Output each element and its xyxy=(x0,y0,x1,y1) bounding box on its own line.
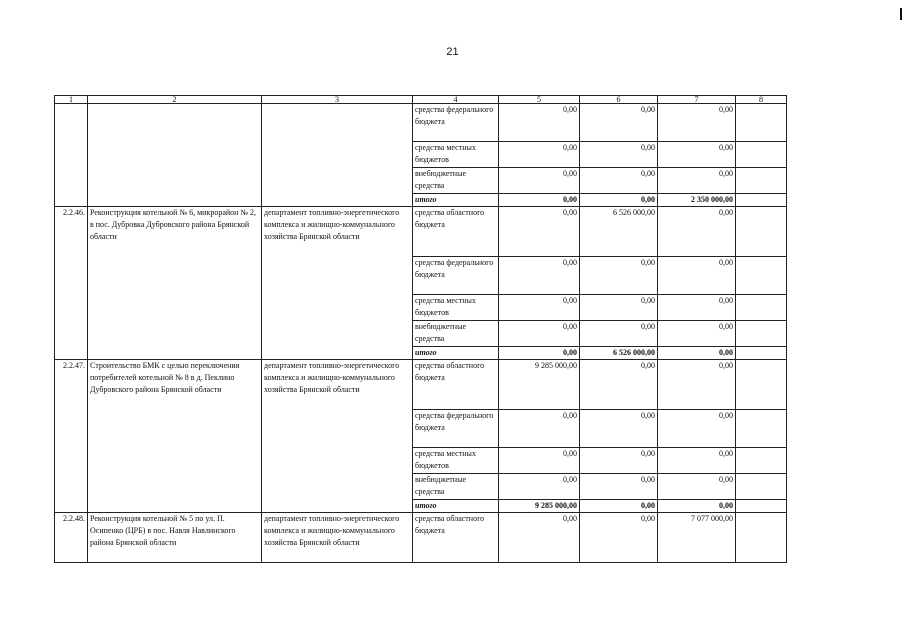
funding-source: внебюджетные средства xyxy=(413,321,499,347)
funding-source: средства областного бюджета xyxy=(413,360,499,410)
value-col8 xyxy=(736,347,787,360)
value-col8 xyxy=(736,104,787,142)
value-col7: 0,00 xyxy=(658,500,736,513)
value-col5: 9 285 000,00 xyxy=(499,500,580,513)
item-code: 2.2.46. xyxy=(55,207,88,360)
column-number: 3 xyxy=(262,96,413,104)
value-col6: 6 526 000,00 xyxy=(580,207,658,257)
value-col5: 9 285 000,00 xyxy=(499,360,580,410)
funding-source: итого xyxy=(413,500,499,513)
table-row xyxy=(55,207,787,257)
funding-source: итого xyxy=(413,194,499,207)
value-col7: 0,00 xyxy=(658,448,736,474)
value-col7: 0,00 xyxy=(658,321,736,347)
value-col5: 0,00 xyxy=(499,207,580,257)
column-number: 4 xyxy=(413,96,499,104)
column-number: 5 xyxy=(499,96,580,104)
value-col8 xyxy=(736,142,787,168)
funding-source: средства федерального бюджета xyxy=(413,410,499,448)
funding-source: средства местных бюджетов xyxy=(413,448,499,474)
table-row xyxy=(55,513,787,563)
value-col7: 0,00 xyxy=(658,474,736,500)
value-col8 xyxy=(736,448,787,474)
value-col5: 0,00 xyxy=(499,295,580,321)
value-col8 xyxy=(736,474,787,500)
column-number: 1 xyxy=(55,96,88,104)
value-col8 xyxy=(736,321,787,347)
value-col6: 0,00 xyxy=(580,410,658,448)
value-col8 xyxy=(736,513,787,563)
column-number: 7 xyxy=(658,96,736,104)
value-col6: 0,00 xyxy=(580,142,658,168)
value-col5: 0,00 xyxy=(499,321,580,347)
value-col5: 0,00 xyxy=(499,448,580,474)
code-cell xyxy=(55,104,88,207)
column-number-row xyxy=(55,96,787,104)
value-col7: 7 077 000,00 xyxy=(658,513,736,563)
item-name: Строительство БМК с целью переключения потребителей котельной № 8 в д. Пеклино Дубровского района Брянской области xyxy=(88,360,262,513)
budget-table xyxy=(54,95,787,563)
value-col6: 0,00 xyxy=(580,257,658,295)
page-number: 21 xyxy=(446,46,459,58)
value-col8 xyxy=(736,207,787,257)
funding-source: средства областного бюджета xyxy=(413,513,499,563)
item-name: Реконструкция котельной № 5 по ул. П. Осипенко (ЦРБ) в пос. Навля Навлинского района Брянской области xyxy=(88,513,262,563)
value-col6: 0,00 xyxy=(580,513,658,563)
value-col6: 6 526 000,00 xyxy=(580,347,658,360)
value-col8 xyxy=(736,168,787,194)
value-col5: 0,00 xyxy=(499,410,580,448)
value-col6: 0,00 xyxy=(580,168,658,194)
value-col5: 0,00 xyxy=(499,168,580,194)
value-col5: 0,00 xyxy=(499,513,580,563)
value-col5: 0,00 xyxy=(499,474,580,500)
item-name: Реконструкция котельной № 6, микрорайон № 2, в пос. Дубровка Дубровского района Брянской области xyxy=(88,207,262,360)
value-col8 xyxy=(736,410,787,448)
page-edge-mark xyxy=(900,8,902,20)
item-executor: департамент топливно-энергетического комплекса и жилищно-коммунального хозяйства Брянской области xyxy=(262,360,413,513)
value-col7: 2 350 000,00 xyxy=(658,194,736,207)
value-col6: 0,00 xyxy=(580,474,658,500)
value-col6: 0,00 xyxy=(580,104,658,142)
table-row xyxy=(55,104,787,142)
value-col8 xyxy=(736,500,787,513)
funding-source: средства федерального бюджета xyxy=(413,104,499,142)
value-col6: 0,00 xyxy=(580,295,658,321)
value-col6: 0,00 xyxy=(580,360,658,410)
value-col7: 0,00 xyxy=(658,360,736,410)
value-col7: 0,00 xyxy=(658,295,736,321)
value-col5: 0,00 xyxy=(499,194,580,207)
item-code: 2.2.48. xyxy=(55,513,88,563)
value-col7: 0,00 xyxy=(658,168,736,194)
table-row xyxy=(55,360,787,410)
value-col7: 0,00 xyxy=(658,257,736,295)
name-cell xyxy=(88,104,262,207)
funding-source: внебюджетные средства xyxy=(413,474,499,500)
value-col5: 0,00 xyxy=(499,257,580,295)
value-col8 xyxy=(736,360,787,410)
value-col7: 0,00 xyxy=(658,347,736,360)
value-col8 xyxy=(736,295,787,321)
value-col7: 0,00 xyxy=(658,142,736,168)
funding-source: средства местных бюджетов xyxy=(413,295,499,321)
funding-source: средства федерального бюджета xyxy=(413,257,499,295)
value-col8 xyxy=(736,257,787,295)
funding-source: внебюджетные средства xyxy=(413,168,499,194)
item-executor: департамент топливно-энергетического комплекса и жилищно-коммунального хозяйства Брянской области xyxy=(262,513,413,563)
value-col6: 0,00 xyxy=(580,321,658,347)
executor-cell xyxy=(262,104,413,207)
value-col8 xyxy=(736,194,787,207)
column-number: 8 xyxy=(736,96,787,104)
value-col6: 0,00 xyxy=(580,500,658,513)
value-col7: 0,00 xyxy=(658,410,736,448)
value-col5: 0,00 xyxy=(499,104,580,142)
funding-source: итого xyxy=(413,347,499,360)
value-col5: 0,00 xyxy=(499,347,580,360)
funding-source: средства местных бюджетов xyxy=(413,142,499,168)
column-number: 2 xyxy=(88,96,262,104)
funding-source: средства областного бюджета xyxy=(413,207,499,257)
value-col7: 0,00 xyxy=(658,207,736,257)
column-number: 6 xyxy=(580,96,658,104)
value-col6: 0,00 xyxy=(580,448,658,474)
value-col7: 0,00 xyxy=(658,104,736,142)
item-executor: департамент топливно-энергетического комплекса и жилищно-коммунального хозяйства Брянской области xyxy=(262,207,413,360)
value-col5: 0,00 xyxy=(499,142,580,168)
item-code: 2.2.47. xyxy=(55,360,88,513)
value-col6: 0,00 xyxy=(580,194,658,207)
